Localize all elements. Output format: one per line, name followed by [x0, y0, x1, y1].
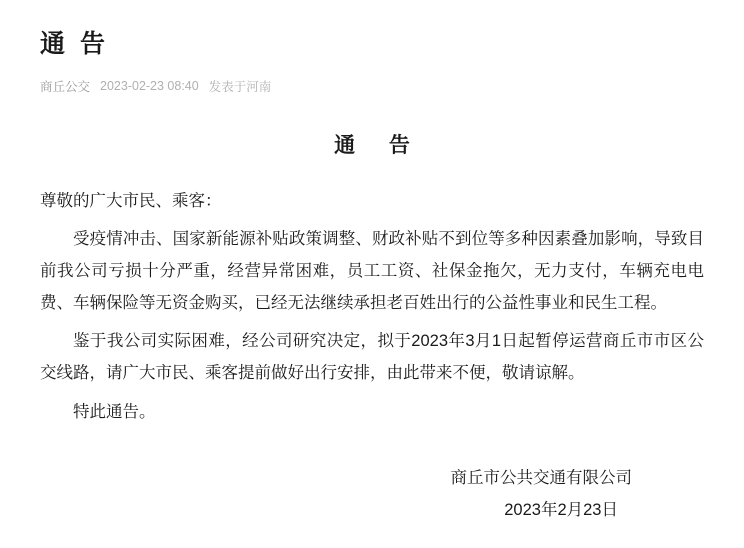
- signature-date: 2023年2月23日: [504, 500, 618, 519]
- signature-organization: 商丘市公共交通有限公司: [450, 468, 632, 487]
- article-meta: [40, 77, 704, 95]
- meta-source[interactable]: 商丘公交: [40, 79, 91, 94]
- article-body: [40, 129, 704, 527]
- meta-location: 发表于河南: [208, 79, 272, 94]
- document-heading: 通 告: [334, 133, 424, 157]
- page-title: 通 告: [40, 30, 109, 58]
- salutation: 尊敬的广大市民、乘客：: [40, 191, 222, 210]
- signature-block: [40, 462, 704, 526]
- body-paragraph: 受疫情冲击、国家新能源补贴政策调整、财政补贴不到位等多种因素叠加影响，导致目前我公司亏损十分严重，经营异常困难，员工工资、社保金拖欠，无力支付，车辆充电电费、车辆保险等无资金购买，已经无法继续承担老百姓出行的公益性事业和民生工程。: [40, 229, 704, 313]
- body-paragraph: 鉴于我公司实际困难，经公司研究决定，拟于2023年3月1日起暂停运营商丘市市区公交线路，请广大市民、乘客提前做好出行安排，由此带来不便，敬请谅解。: [40, 332, 704, 383]
- meta-datetime: 2023-02-23 08:40: [100, 78, 199, 93]
- body-paragraph: 特此通告。: [73, 402, 156, 421]
